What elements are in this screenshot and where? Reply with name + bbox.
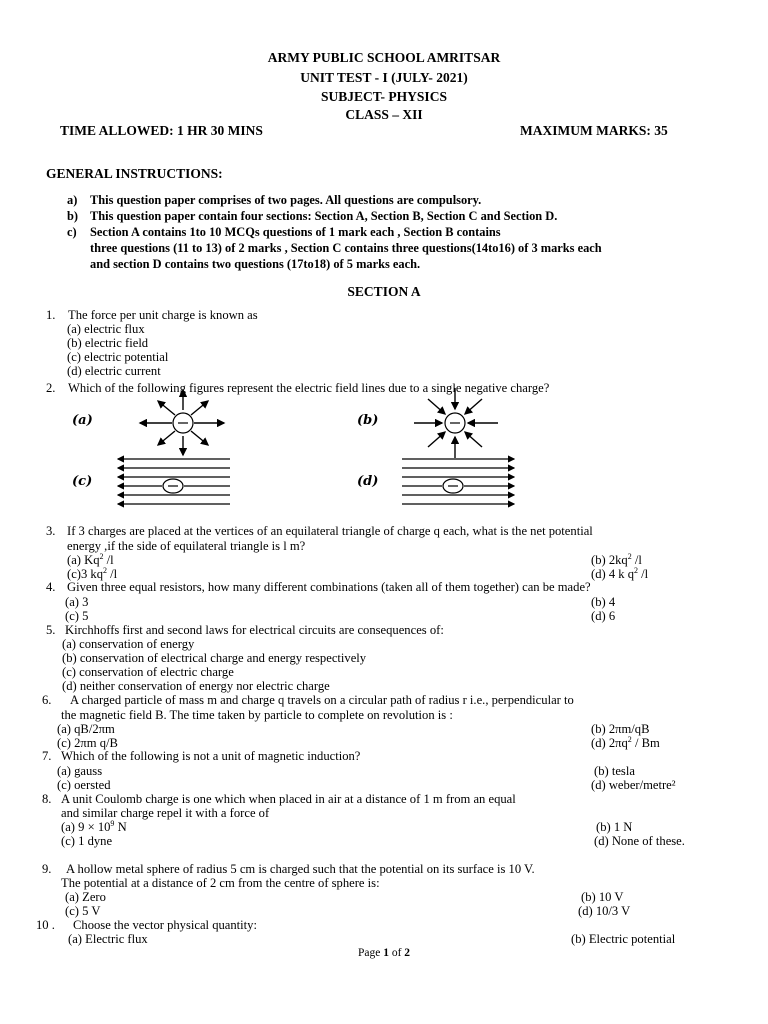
question-number: 5. xyxy=(46,623,56,637)
option-d: (d) 4 k $q^2$ /l xyxy=(591,566,649,581)
option: (a) electric flux xyxy=(67,322,145,336)
option-a: (a) Kq$^2$ /l xyxy=(67,552,114,567)
option-d: (d) $2\pi q^2$ / Bm xyxy=(591,735,660,750)
figure-label: (a) xyxy=(72,413,93,428)
option: (c) 1 dyne xyxy=(61,834,113,848)
subject: SUBJECT- PHYSICS xyxy=(321,89,447,104)
question-number: 8. xyxy=(42,792,52,806)
option: (a) Zero xyxy=(65,890,106,904)
question-text: the magnetic field B. The time taken by particle to complete on revolution is : xyxy=(61,708,453,722)
time-allowed: TIME ALLOWED: 1 HR 30 MINS xyxy=(60,123,263,138)
option: (b) tesla xyxy=(594,764,635,778)
question-number: 10 . xyxy=(36,918,55,932)
option: (b) 10 V xyxy=(581,890,624,904)
figure-label: (d) xyxy=(357,474,379,489)
option: (b) 2πm/qB xyxy=(591,722,650,736)
question-text: The force per unit charge is known as xyxy=(68,308,258,322)
figure-label: (b) xyxy=(357,413,379,428)
question-number: 1. xyxy=(46,308,56,322)
page-footer: Page 1 of 2 xyxy=(357,947,411,959)
class-name: CLASS – XII xyxy=(345,107,423,122)
option: (b) electric field xyxy=(67,336,149,350)
option-a: (a) $9 \times 10^9$ N xyxy=(61,819,127,834)
question-text: A hollow metal sphere of radius 5 cm is charged such that the potential on its surface is 10 V. xyxy=(66,862,535,876)
option: (b) Electric potential xyxy=(571,932,676,946)
option: (d) 6 xyxy=(591,609,616,623)
option: (c) 2πm q/B xyxy=(57,736,118,750)
option-b: (b) $2kq^2$ /l xyxy=(591,552,642,567)
option: (c) conservation of electric charge xyxy=(62,665,234,679)
question-text: Which of the following is not a unit of magnetic induction? xyxy=(61,749,361,763)
field-figure-c xyxy=(112,455,237,510)
question-text: Choose the vector physical quantity: xyxy=(73,918,257,932)
question-number: 9. xyxy=(42,862,52,876)
option: (b) 1 N xyxy=(596,820,633,834)
instruction-continuation: and section D contains two questions (17to18) of 5 marks each. xyxy=(90,257,421,271)
option-c: (c)3 $kq^2$ /l xyxy=(67,566,118,581)
option: (d) weber/metre² xyxy=(591,778,676,792)
option: (c) 5 xyxy=(65,609,89,623)
question-text: energy ,if the side of equilateral triangle is l m? xyxy=(67,539,306,553)
option: (d) electric current xyxy=(67,364,161,378)
option: (c) oersted xyxy=(57,778,111,792)
option: (d) None of these. xyxy=(594,834,685,848)
school-name: ARMY PUBLIC SCHOOL AMRITSAR xyxy=(267,50,501,65)
instruction-label: c) xyxy=(67,225,77,239)
question-number: 7. xyxy=(42,749,52,763)
instruction-text: Section A contains 1to 10 MCQs questions of 1 mark each , Section B contains xyxy=(90,225,501,239)
option: (a) conservation of energy xyxy=(62,637,195,651)
question-number: 4. xyxy=(46,580,56,594)
question-text: A charged particle of mass m and charge q travels on a circular path of radius r i.e., perpendicular to xyxy=(70,693,574,707)
option: (c) 5 V xyxy=(65,904,101,918)
field-figure-a xyxy=(120,385,230,460)
question-number: 3. xyxy=(46,524,56,538)
option: (d) neither conservation of energy nor electric charge xyxy=(62,679,330,693)
question-text: If 3 charges are placed at the vertices of an equilateral triangle of charge q each, what is the net potential xyxy=(67,524,593,538)
option: (b) conservation of electrical charge and energy respectively xyxy=(62,651,367,665)
question-text: Kirchhoffs first and second laws for electrical circuits are consequences of: xyxy=(65,623,444,637)
instruction-label: b) xyxy=(67,209,79,223)
test-title: UNIT TEST - I (JULY- 2021) xyxy=(300,70,468,85)
instruction-text: This question paper comprises of two pages. All questions are compulsory. xyxy=(90,193,482,207)
question-text: and similar charge repel it with a force of xyxy=(61,806,270,820)
section-title: SECTION A xyxy=(347,284,421,299)
question-text: Which of the following figures represent the electric field lines due to a single negative charge? xyxy=(68,381,550,395)
instruction-label: a) xyxy=(67,193,78,207)
field-figure-d xyxy=(398,455,523,510)
question-number: 6. xyxy=(42,693,52,707)
option: (a) gauss xyxy=(57,764,103,778)
option: (a) Electric flux xyxy=(68,932,148,946)
question-text: A unit Coulomb charge is one which when placed in air at a distance of 1 m from an equal xyxy=(61,792,516,806)
option: (d) 10/3 V xyxy=(578,904,631,918)
question-text: Given three equal resistors, how many different combinations (taken all of them together) can be made? xyxy=(67,580,591,594)
instruction-continuation: three questions (11 to 13) of 2 marks , Section C contains three questions(14to16) of 3 marks each xyxy=(90,241,602,255)
field-figure-b xyxy=(400,385,510,460)
instruction-text: This question paper contain four sections: Section A, Section B, Section C and Section D. xyxy=(90,209,558,223)
maximum-marks: MAXIMUM MARKS: 35 xyxy=(520,123,668,138)
instructions-title: GENERAL INSTRUCTIONS: xyxy=(46,166,223,181)
option: (a) qB/2πm xyxy=(57,722,115,736)
question-number: 2. xyxy=(46,381,56,395)
question-text: The potential at a distance of 2 cm from the centre of sphere is: xyxy=(61,876,380,890)
option: (c) electric potential xyxy=(67,350,169,364)
option: (a) 3 xyxy=(65,595,89,609)
option: (b) 4 xyxy=(591,595,616,609)
figure-label: (c) xyxy=(72,474,93,489)
